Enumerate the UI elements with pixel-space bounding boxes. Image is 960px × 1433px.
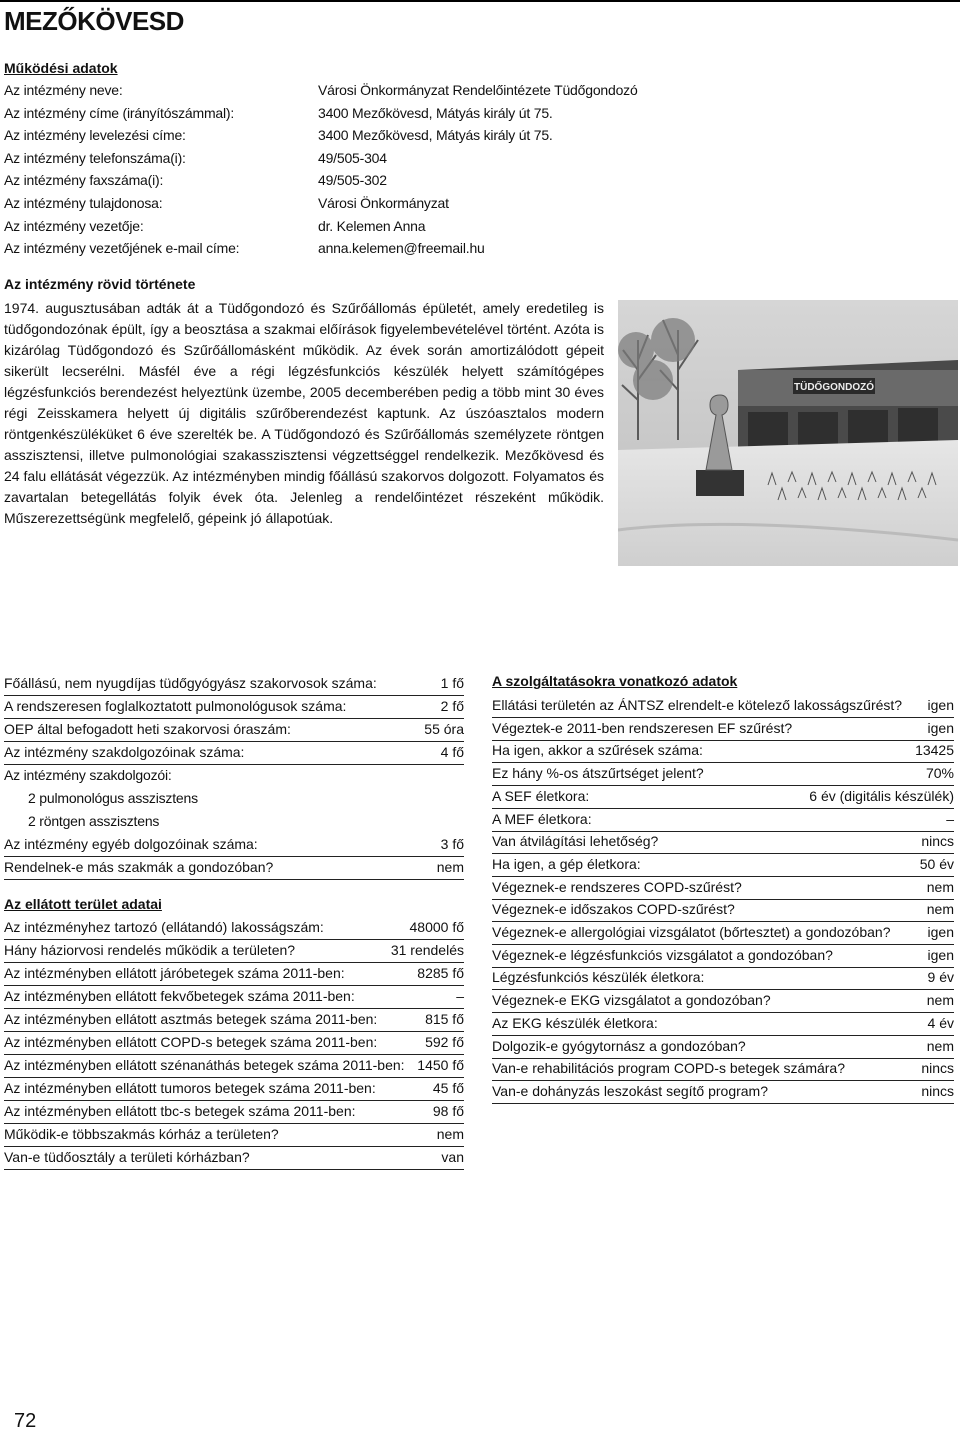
- data-row: [4, 834, 464, 857]
- page-number: 72: [14, 1410, 37, 1432]
- staff-list-item: 2 pulmonológus asszisztens: [28, 790, 198, 806]
- operating-label: Az intézmény tulajdonosa:: [4, 195, 163, 211]
- row-value: 45 fő: [432, 1080, 464, 1096]
- page-title: MEZŐKÖVESD: [4, 6, 184, 36]
- operating-value: 49/505-304: [318, 149, 387, 166]
- data-row: [4, 1124, 464, 1147]
- data-row: [4, 917, 464, 940]
- operating-value: 3400 Mezőkövesd, Mátyás király út 75.: [318, 104, 553, 121]
- data-row: [4, 1055, 464, 1078]
- row-value: nem: [926, 1037, 954, 1054]
- row-value: nincs: [921, 1060, 954, 1077]
- row-label: Az intézményben ellátott asztmás betegek száma 2011-ben:: [4, 1011, 378, 1027]
- data-row: [492, 1013, 954, 1036]
- row-label: Az intézményben ellátott szénanáthás betegek száma 2011-ben:: [4, 1057, 405, 1073]
- data-row: [492, 945, 954, 968]
- row-label: A SEF életkora:: [492, 787, 590, 804]
- data-row: [4, 719, 464, 742]
- data-row: [492, 763, 954, 786]
- data-row: [4, 673, 464, 696]
- row-label: A rendszeresen foglalkoztatott pulmonológusok száma:: [4, 698, 347, 714]
- data-row: [492, 967, 954, 990]
- row-value: 592 fő: [425, 1034, 464, 1050]
- row-value: –: [456, 988, 464, 1004]
- row-value: 6 év (digitális készülék): [809, 787, 954, 804]
- row-value: 2 fő: [440, 698, 464, 714]
- row-label: Az intézményben ellátott COPD-s betegek száma 2011-ben:: [4, 1034, 378, 1050]
- data-row: [492, 809, 954, 832]
- row-label: Dolgozik-e gyógytornász a gondozóban?: [492, 1037, 746, 1054]
- data-row: [4, 963, 464, 986]
- data-row: [4, 742, 464, 765]
- staff-list-item: 2 röntgen asszisztens: [28, 813, 160, 829]
- row-label: Végeznek-e rendszeres COPD-szűrést?: [492, 878, 742, 895]
- data-row: [492, 990, 954, 1013]
- row-label: Az intézményhez tartozó (ellátandó) lakosságszám:: [4, 919, 324, 935]
- data-row: [4, 857, 464, 880]
- row-value: nincs: [921, 1082, 954, 1099]
- row-value: igen: [927, 719, 954, 736]
- operating-label: Az intézmény neve:: [4, 82, 123, 98]
- data-row: [492, 854, 954, 877]
- data-row: [492, 718, 954, 741]
- row-label: Végeznek-e EKG vizsgálatot a gondozóban?: [492, 992, 771, 1009]
- row-label: Van-e rehabilitációs program COPD-s betegek számára?: [492, 1060, 846, 1077]
- row-label: Van-e dohányzás leszokást segítő program?: [492, 1082, 769, 1099]
- row-value: 1450 fő: [417, 1057, 464, 1073]
- row-value: nem: [926, 878, 954, 895]
- row-value: 48000 fő: [409, 919, 464, 935]
- row-label: Az intézményben ellátott tbc-s betegek száma 2011-ben:: [4, 1103, 356, 1119]
- row-label: Végeztek-e 2011-ben rendszeresen EF szűrést?: [492, 719, 793, 736]
- row-value: 3 fő: [440, 836, 464, 852]
- row-label: Végeznek-e légzésfunkciós vizsgálatot a gondozóban?: [492, 946, 833, 963]
- operating-label: Az intézmény címe (irányítószámmal):: [4, 104, 235, 121]
- row-value: –: [946, 810, 954, 827]
- row-value: igen: [927, 697, 954, 713]
- data-row: [4, 696, 464, 719]
- row-value: 98 fő: [432, 1103, 464, 1119]
- data-row: [4, 1009, 464, 1032]
- services-heading: A szolgáltatásokra vonatkozó adatok: [492, 673, 738, 689]
- data-row: [492, 922, 954, 945]
- row-value: nincs: [921, 833, 954, 850]
- row-label: Ha igen, akkor a szűrések száma:: [492, 742, 703, 759]
- data-row: [4, 1101, 464, 1124]
- data-row: [492, 899, 954, 922]
- row-value: nem: [436, 1126, 464, 1142]
- row-value: 815 fő: [425, 1011, 464, 1027]
- row-label: Az intézményben ellátott tumoros betegek száma 2011-ben:: [4, 1080, 376, 1096]
- row-value: nem: [926, 901, 954, 918]
- row-value: 50 év: [919, 855, 954, 872]
- row-label: Ez hány %-os átszűrtséget jelent?: [492, 765, 704, 782]
- row-value: 31 rendelés: [390, 942, 464, 958]
- operating-value: anna.kelemen@freemail.hu: [318, 240, 485, 257]
- row-label: Van-e tüdőosztály a területi kórházban?: [4, 1149, 250, 1165]
- data-row: [4, 1078, 464, 1101]
- data-row: [4, 986, 464, 1009]
- operating-data-heading: Működési adatok: [4, 60, 118, 76]
- building-sign: TÜDŐGONDOZÓ: [794, 382, 874, 393]
- row-value: igen: [927, 946, 954, 963]
- row-value: 1 fő: [440, 675, 464, 691]
- row-label: Ellátási területén az ÁNTSZ elrendelt-e kötelező lakosságszűrést?: [492, 697, 903, 713]
- operating-value: dr. Kelemen Anna: [318, 217, 426, 234]
- row-label: Főállású, nem nyugdíjas tüdőgyógyász szakorvosok száma:: [4, 675, 377, 691]
- row-label: Légzésfunkciós készülék életkora:: [492, 969, 705, 986]
- row-label: A MEF életkora:: [492, 810, 592, 827]
- data-row: [492, 786, 954, 809]
- row-value: 8285 fő: [417, 965, 464, 981]
- row-value: 4 fő: [440, 744, 464, 760]
- row-value: igen: [927, 924, 954, 940]
- row-value: 70%: [925, 765, 954, 782]
- row-value: nem: [436, 859, 464, 875]
- operating-value: 49/505-302: [318, 172, 387, 189]
- operating-value: Városi Önkormányzat Rendelőintézete Tüdőgondozó: [318, 82, 638, 98]
- history-heading: Az intézmény rövid története: [4, 276, 196, 292]
- row-label: Hány háziorvosi rendelés működik a területen?: [4, 942, 296, 958]
- data-row: [4, 940, 464, 963]
- row-label: Végeznek-e allergológiai vizsgálatot (bőrtesztet) a gondozóban?: [492, 924, 891, 940]
- row-label: Az EKG készülék életkora:: [492, 1014, 658, 1031]
- row-value: 4 év: [927, 1014, 954, 1031]
- staff-list-label: Az intézmény szakdolgozói:: [4, 767, 172, 783]
- data-row: [492, 1036, 954, 1059]
- history-paragraph: 1974. augusztusában adták át a Tüdőgondozó és Szűrőállomás épületét, amely eredetileg is tüdőgondozónak épült, így a beosztása a szakmai előírások figyelembevételével történt. Azóta is kizárólag Tüdőgondozó és Szűrőállomásként működik. Az évek során amortizálódott gépeit sikerült lecserélni. Másfél éve a régi légzésfunkciós készülék helyett számítógépes légzésfunkciós berendezést helyeztünk üzembe, 2005 decemberében pedig a több mint 30 éves régi Zeisskamera helyett új digitális szűrőberendezést kaptunk. Az úszóasztalos modern röntgenkészüléküket 6 éve szerelték be. A Tüdőgondozó és Szűrőállomás személyzete röntgen asszisztensi, illetve pulmonológiai szakasszisztensi végzettséggel rendelkezik. Mezőkövesd és 24 falu ellátását végezzük. Az intézményben mindig főállású szakorvos dolgozott. Folyamatos és zavartalan betegellátás folyik évek óta. Jelenleg a rendelőintézet részeként működik. Műszerezettségünk megfelelő, gépeink jó állapotúak.: [4, 300, 604, 526]
- data-row: [492, 1058, 954, 1081]
- row-label: Az intézmény egyéb dolgozóinak száma:: [4, 836, 258, 852]
- row-value: 55 óra: [424, 721, 464, 737]
- row-value: 13425: [915, 742, 954, 759]
- data-row: [492, 740, 954, 763]
- history-text: [4, 298, 604, 529]
- operating-value: Városi Önkormányzat: [318, 195, 449, 211]
- row-label: Ha igen, a gép életkora:: [492, 855, 641, 872]
- building-photo: [618, 300, 958, 566]
- operating-label: Az intézmény vezetője:: [4, 217, 144, 234]
- row-label: Végeznek-e időszakos COPD-szűrést?: [492, 901, 735, 918]
- row-label: OEP által befogadott heti szakorvosi óraszám:: [4, 721, 291, 737]
- row-label: Az intézményben ellátott fekvőbetegek száma 2011-ben:: [4, 988, 355, 1004]
- row-label: Rendelnek-e más szakmák a gondozóban?: [4, 859, 274, 875]
- data-row: [492, 877, 954, 900]
- operating-label: Az intézmény faxszáma(i):: [4, 172, 164, 189]
- operating-label: Az intézmény vezetőjének e-mail címe:: [4, 240, 240, 257]
- row-label: Az intézményben ellátott járóbetegek száma 2011-ben:: [4, 965, 345, 981]
- row-value: 9 év: [927, 969, 954, 986]
- row-label: Az intézmény szakdolgozóinak száma:: [4, 744, 245, 760]
- operating-label: Az intézmény levelezési címe:: [4, 127, 186, 144]
- data-row: [492, 831, 954, 854]
- top-rule: [0, 0, 960, 2]
- operating-label: Az intézmény telefonszáma(i):: [4, 149, 186, 166]
- data-row: [492, 695, 954, 718]
- operating-value: 3400 Mezőkövesd, Mátyás király út 75.: [318, 127, 553, 144]
- area-heading: Az ellátott terület adatai: [4, 896, 162, 912]
- row-label: Van átvilágítási lehetőség?: [492, 833, 659, 850]
- data-row: [4, 1147, 464, 1170]
- data-row: [492, 1081, 954, 1104]
- data-row: [4, 1032, 464, 1055]
- row-value: nem: [926, 992, 954, 1009]
- row-label: Működik-e többszakmás kórház a területen?: [4, 1126, 279, 1142]
- row-value: van: [441, 1149, 464, 1165]
